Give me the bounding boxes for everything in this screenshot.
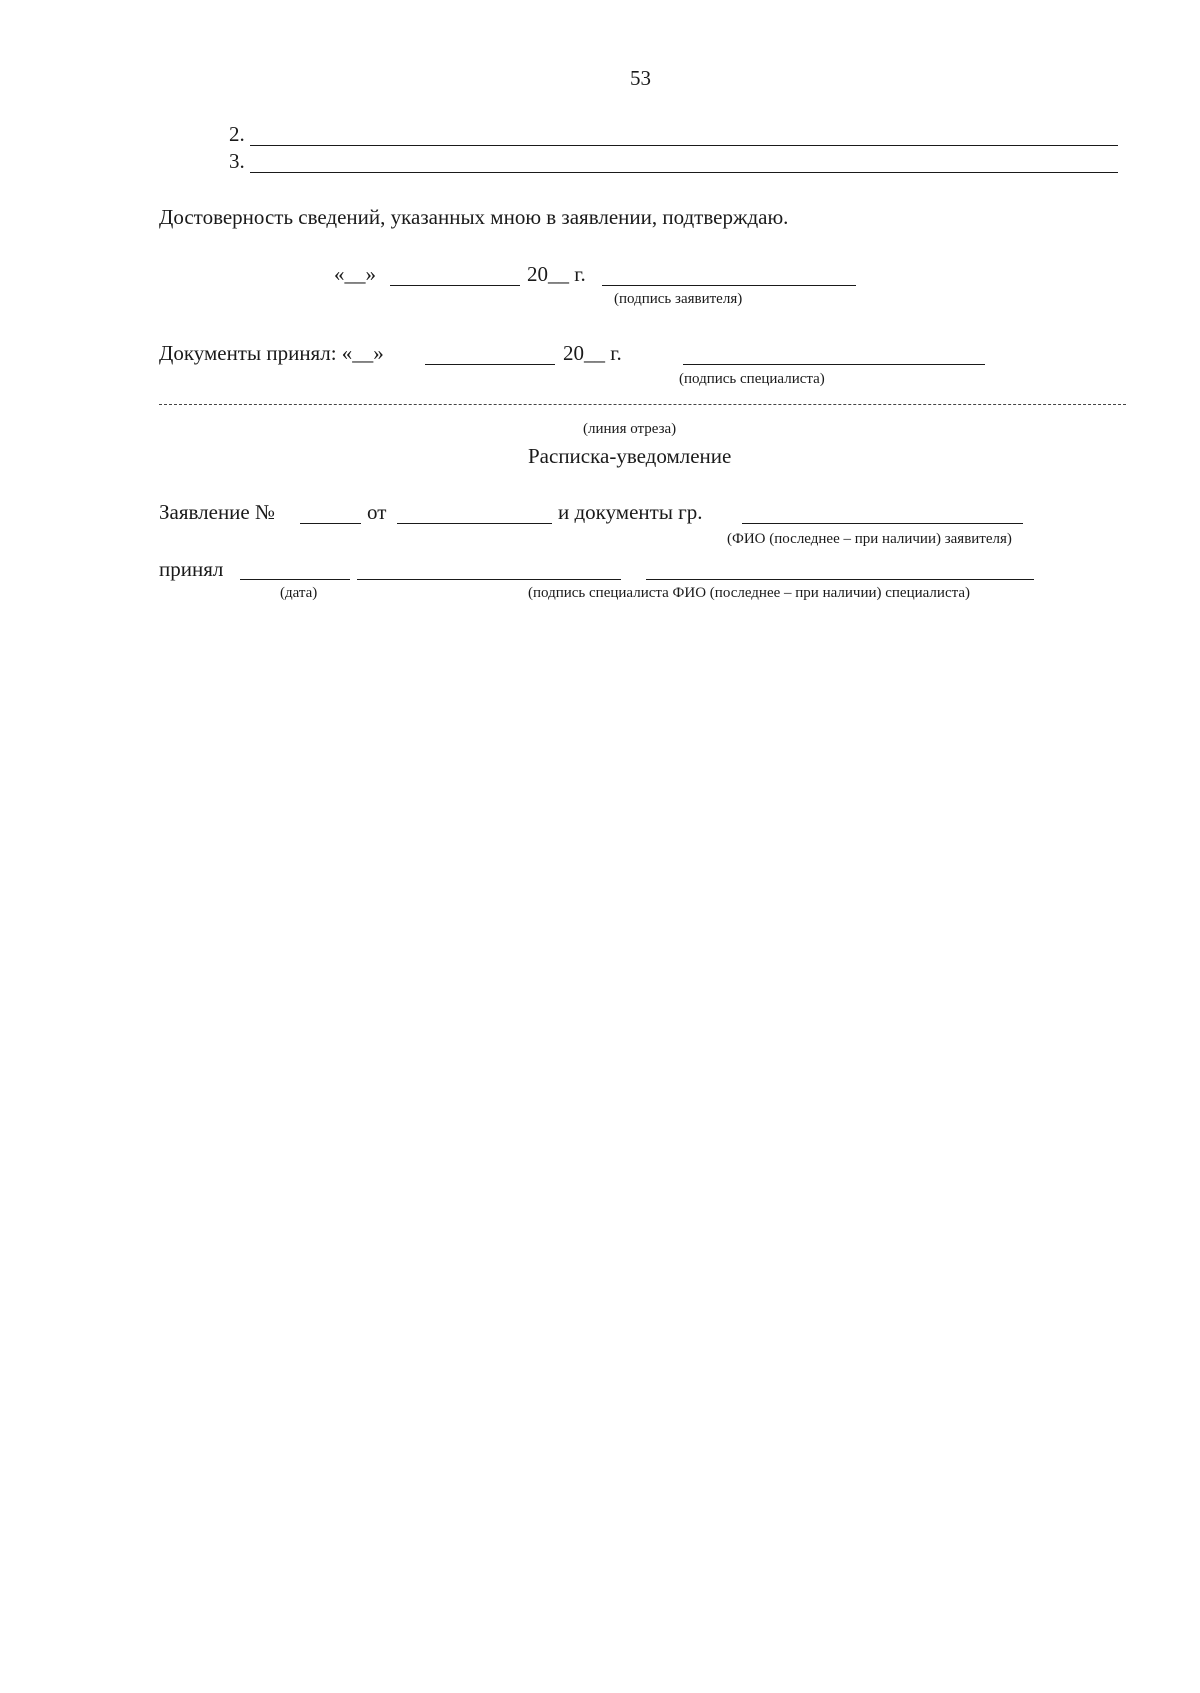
accepted-label: Документы принял: «__» [159, 341, 384, 365]
accepted-year: 20__ г. [563, 341, 622, 365]
cut-line [159, 404, 1126, 405]
accepted-signature-caption: (подпись специалиста) [679, 371, 825, 387]
applicant-fio-line [742, 523, 1023, 524]
applicant-date-quote: «__» [334, 262, 376, 286]
applicant-signature-caption: (подпись заявителя) [614, 291, 743, 307]
accepted-month-line [425, 364, 555, 365]
accepted-date-line [240, 579, 350, 580]
accepted-by-label: принял [159, 557, 224, 581]
list-item-2-line [250, 145, 1118, 146]
date-caption: (дата) [280, 585, 318, 601]
accepted-signature-line [683, 364, 985, 365]
applicant-signature-line [602, 285, 856, 286]
list-item-3-number: 3. [229, 149, 245, 173]
specialist-fio-line [646, 579, 1034, 580]
statement-label: Заявление № [159, 500, 276, 524]
receipt-title: Расписка-уведомление [528, 444, 732, 468]
cut-line-caption: (линия отреза) [583, 421, 677, 437]
specialist-caption: (подпись специалиста ФИО (последнее – при наличии) специалиста) [528, 585, 970, 601]
from-date-line [397, 523, 552, 524]
specialist-signature-line [357, 579, 621, 580]
from-label: от [367, 500, 387, 524]
documents-label: и документы гр. [558, 500, 703, 524]
applicant-date-month-line [390, 285, 520, 286]
confirmation-text: Достоверность сведений, указанных мною в заявлении, подтверждаю. [159, 205, 789, 229]
page-number: 53 [630, 66, 651, 90]
applicant-date-year: 20__ г. [527, 262, 586, 286]
statement-number-line [300, 523, 361, 524]
list-item-2-number: 2. [229, 122, 245, 146]
list-item-3-line [250, 172, 1118, 173]
fio-caption: (ФИО (последнее – при наличии) заявителя) [727, 531, 1012, 547]
